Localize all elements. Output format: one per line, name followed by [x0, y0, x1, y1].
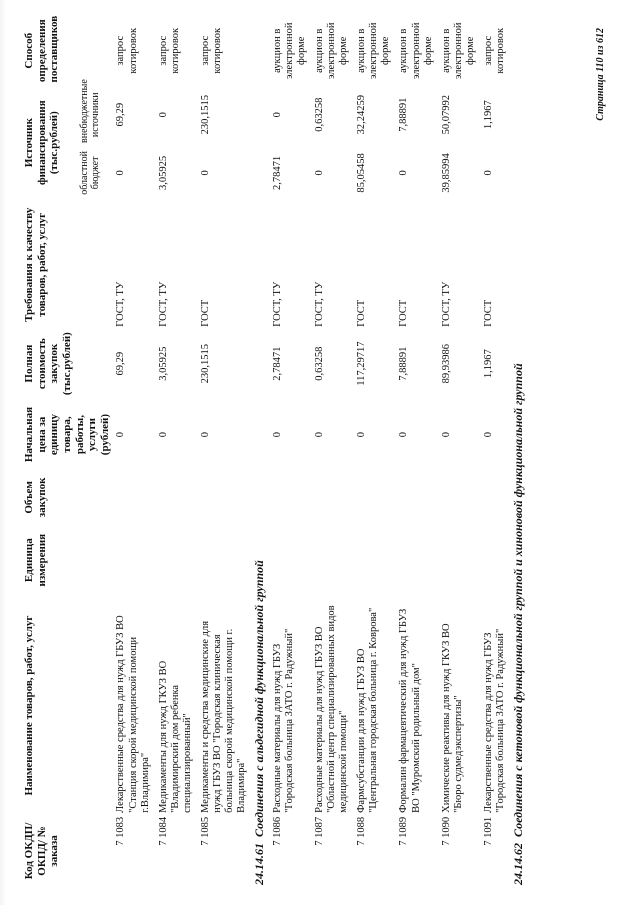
method-cell: запрос котировок [157, 27, 181, 74]
header-code: Код ОКДП/ ОКПД/ № заказа [23, 822, 61, 880]
section-code: 24.14.62 [510, 843, 525, 885]
table-body-b [269, 17, 510, 887]
volume-cell [311, 471, 353, 525]
header-quality: Требования к качеству товаров, работ, услуг [23, 207, 48, 322]
code-cell [155, 815, 197, 887]
unit-cell [438, 524, 480, 596]
full-cost-cell: 7,88891 [398, 346, 410, 381]
page-footer: Страница 110 из 612 [595, 28, 606, 121]
unit-cell [311, 524, 353, 596]
method-cell: запрос котировок [115, 27, 139, 74]
full-cost-cell: 69,29 [115, 351, 127, 376]
okdp-code: 7 [271, 840, 283, 846]
header-fin-regional: областной бюджет [78, 151, 102, 195]
header-financing: Источник финансирования (тыс.рублей) [23, 100, 61, 186]
method-cell: аукцион в электронной форме [356, 22, 392, 80]
order-number: 1090 [440, 816, 452, 838]
okdp-code: 7 [314, 840, 326, 846]
method-cell: аукцион в электронной форме [314, 22, 350, 80]
quality-cell: ГОСТ, ТУ [271, 281, 283, 327]
full-cost-cell: 0,63258 [314, 346, 326, 381]
okdp-code: 7 [157, 840, 169, 846]
code-cell [197, 815, 251, 887]
header-unit: Единица измерения [23, 533, 48, 587]
name-cell: Лекарственные средства для нужд ГБУЗ "Городская больница ЗАТО г. Радужный" [482, 628, 506, 813]
code-cell [395, 815, 437, 887]
order-number: 1091 [482, 816, 494, 838]
quality-cell: ГОСТ, ТУ [115, 281, 127, 327]
regional-cell: 0 [398, 170, 410, 176]
start-price-cell: 0 [314, 431, 326, 438]
name-cell: Фармсубстанции для нужд ГБУЗ ВО "Центральная городская больница г. Коврова" [356, 607, 380, 813]
quality-cell: ГОСТ, ТУ [440, 281, 452, 327]
extra-cell: 0 [157, 112, 169, 118]
method-cell: аукцион в электронной форме [271, 22, 308, 80]
full-cost-cell: 2,78471 [271, 346, 283, 381]
extra-cell: 0,63258 [314, 97, 326, 132]
okdp-code: 7 [440, 840, 452, 846]
header-name: Наименование товаров, работ, услуг [23, 615, 35, 796]
section-cell [251, 17, 269, 887]
section-title: Соединения с кетоновой функциональной группой и хиноновой функциональной группой [510, 363, 525, 837]
unit-cell [155, 524, 197, 596]
procurement-table [22, 17, 528, 887]
extra-cell: 7,88891 [398, 97, 410, 132]
regional-cell: 0 [199, 170, 211, 176]
regional-cell: 2,78471 [271, 155, 283, 190]
start-price-cell: 0 [356, 431, 368, 438]
header-method: Способ определения поставщиков [23, 15, 61, 83]
full-cost-cell: 117,29717 [356, 341, 368, 386]
volume-cell [480, 471, 510, 525]
table-row [269, 17, 311, 887]
table-body-a [112, 17, 251, 887]
section-row [251, 17, 269, 887]
order-number: 1085 [199, 816, 211, 838]
full-cost-cell: 230,1515 [199, 343, 211, 384]
table-row [480, 17, 510, 887]
header-volume: Объем закупок [23, 477, 48, 518]
unit-cell [395, 524, 437, 596]
okdp-code: 7 [482, 840, 494, 846]
volume-cell [155, 471, 197, 525]
table-row [353, 17, 395, 887]
name-cell: Химические реактивы для нужд ГКУЗ ВО "Бюро судмедэкспертизы" [440, 623, 464, 813]
full-cost-cell: 1,1967 [482, 349, 494, 379]
regional-cell: 39,85994 [440, 153, 452, 193]
order-number: 1084 [157, 816, 169, 838]
extra-cell: 0 [271, 112, 283, 118]
start-price-cell: 0 [199, 431, 211, 438]
method-cell: аукцион в электронной форме [398, 22, 434, 80]
volume-cell [197, 471, 251, 525]
code-cell [269, 815, 311, 887]
header-fin-extra: внебюджетные источники [78, 79, 102, 143]
start-price-cell: 0 [482, 431, 494, 438]
order-number: 1087 [314, 816, 326, 838]
unit-cell [269, 524, 311, 596]
volume-cell [269, 471, 311, 525]
method-cell: запрос котировок [482, 27, 506, 74]
table-header [22, 17, 112, 887]
volume-cell [112, 471, 154, 525]
order-number: 1083 [115, 816, 127, 838]
full-cost-cell: 89,93986 [440, 343, 452, 384]
quality-cell: ГОСТ [199, 299, 211, 327]
name-cell: Медикаменты для нужд ГКУЗ ВО "Владимирский дом ребенка специализированный" [157, 660, 193, 813]
section-row-2-group [510, 17, 528, 887]
okdp-code: 7 [356, 840, 368, 846]
table-row [197, 17, 251, 887]
start-price-cell: 0 [398, 431, 410, 438]
table-row [395, 17, 437, 887]
unit-cell [197, 524, 251, 596]
regional-cell: 0 [482, 170, 494, 176]
table-row [155, 17, 197, 887]
table-row [112, 17, 154, 887]
regional-cell: 0 [314, 170, 326, 176]
quality-cell: ГОСТ [398, 299, 410, 327]
header-start-price: Начальная цена за единицу товара, работы, услуги (рублей) [23, 406, 111, 463]
name-cell: Формалин фармацевтический для нужд ГБУЗ ВО "Муромский родильный дом" [398, 608, 422, 813]
extra-cell: 50,07992 [440, 95, 452, 135]
extra-cell: 1,1967 [482, 100, 494, 130]
volume-cell [395, 471, 437, 525]
section-title: Соединения с альдегидной функциональной группой [252, 560, 267, 837]
code-cell [112, 815, 154, 887]
code-cell [353, 815, 395, 887]
name-cell: Медикаменты и средства медицинские для нужд ГБУЗ ВО "Городская клиническая больница скорой медицинской помощи г. Владимира" [199, 620, 248, 813]
unit-cell [480, 524, 510, 596]
order-number: 1086 [271, 816, 283, 838]
okdp-code: 7 [398, 840, 410, 846]
quality-cell: ГОСТ [482, 299, 494, 327]
full-cost-cell: 3,05925 [157, 346, 169, 381]
table-row [438, 17, 480, 887]
unit-cell [112, 524, 154, 596]
quality-cell: ГОСТ, ТУ [314, 281, 326, 327]
volume-cell [353, 471, 395, 525]
okdp-code: 7 [199, 840, 211, 846]
regional-cell: 85,05458 [356, 153, 368, 193]
unit-cell [353, 524, 395, 596]
start-price-cell: 0 [440, 431, 452, 438]
section-cell [510, 17, 528, 887]
start-price-cell: 0 [115, 431, 127, 438]
regional-cell: 3,05925 [157, 155, 169, 190]
regional-cell: 0 [115, 170, 127, 176]
name-cell: Расходные материалы для нужд ГБУЗ ВО "Областной центр специализированных видов медицинской помощи" [314, 605, 350, 813]
section-code: 24.14.61 [252, 843, 267, 885]
method-cell: аукцион в электронной форме [440, 22, 476, 80]
quality-cell: ГОСТ, ТУ [157, 281, 169, 327]
section-row [510, 17, 528, 887]
order-number: 1088 [356, 816, 368, 838]
table-row [311, 17, 353, 887]
extra-cell: 32,24259 [356, 95, 368, 135]
name-cell: Лекарственные средства для нужд ГБУЗ ВО "Станция скорой медицинской помощи г.Владимира" [115, 615, 151, 813]
section-row-1-group [251, 17, 269, 887]
volume-cell [438, 471, 480, 525]
extra-cell: 69,29 [115, 102, 127, 127]
quality-cell: ГОСТ [356, 299, 368, 327]
start-price-cell: 0 [157, 431, 169, 438]
method-cell: запрос котировок [199, 27, 223, 74]
code-cell [480, 815, 510, 887]
code-cell [438, 815, 480, 887]
order-number: 1089 [398, 816, 410, 838]
okdp-code: 7 [115, 840, 127, 846]
name-cell: Расходные материалы для нужд ГБУЗ "Городская больница ЗАТО г. Радужный" [271, 628, 295, 813]
extra-cell: 230,1515 [199, 95, 211, 135]
header-full-cost: Полная стоимость закупок (тыс.рублей) [23, 332, 73, 396]
scan-edge [0, 0, 6, 905]
code-cell [311, 815, 353, 887]
start-price-cell: 0 [271, 431, 283, 438]
